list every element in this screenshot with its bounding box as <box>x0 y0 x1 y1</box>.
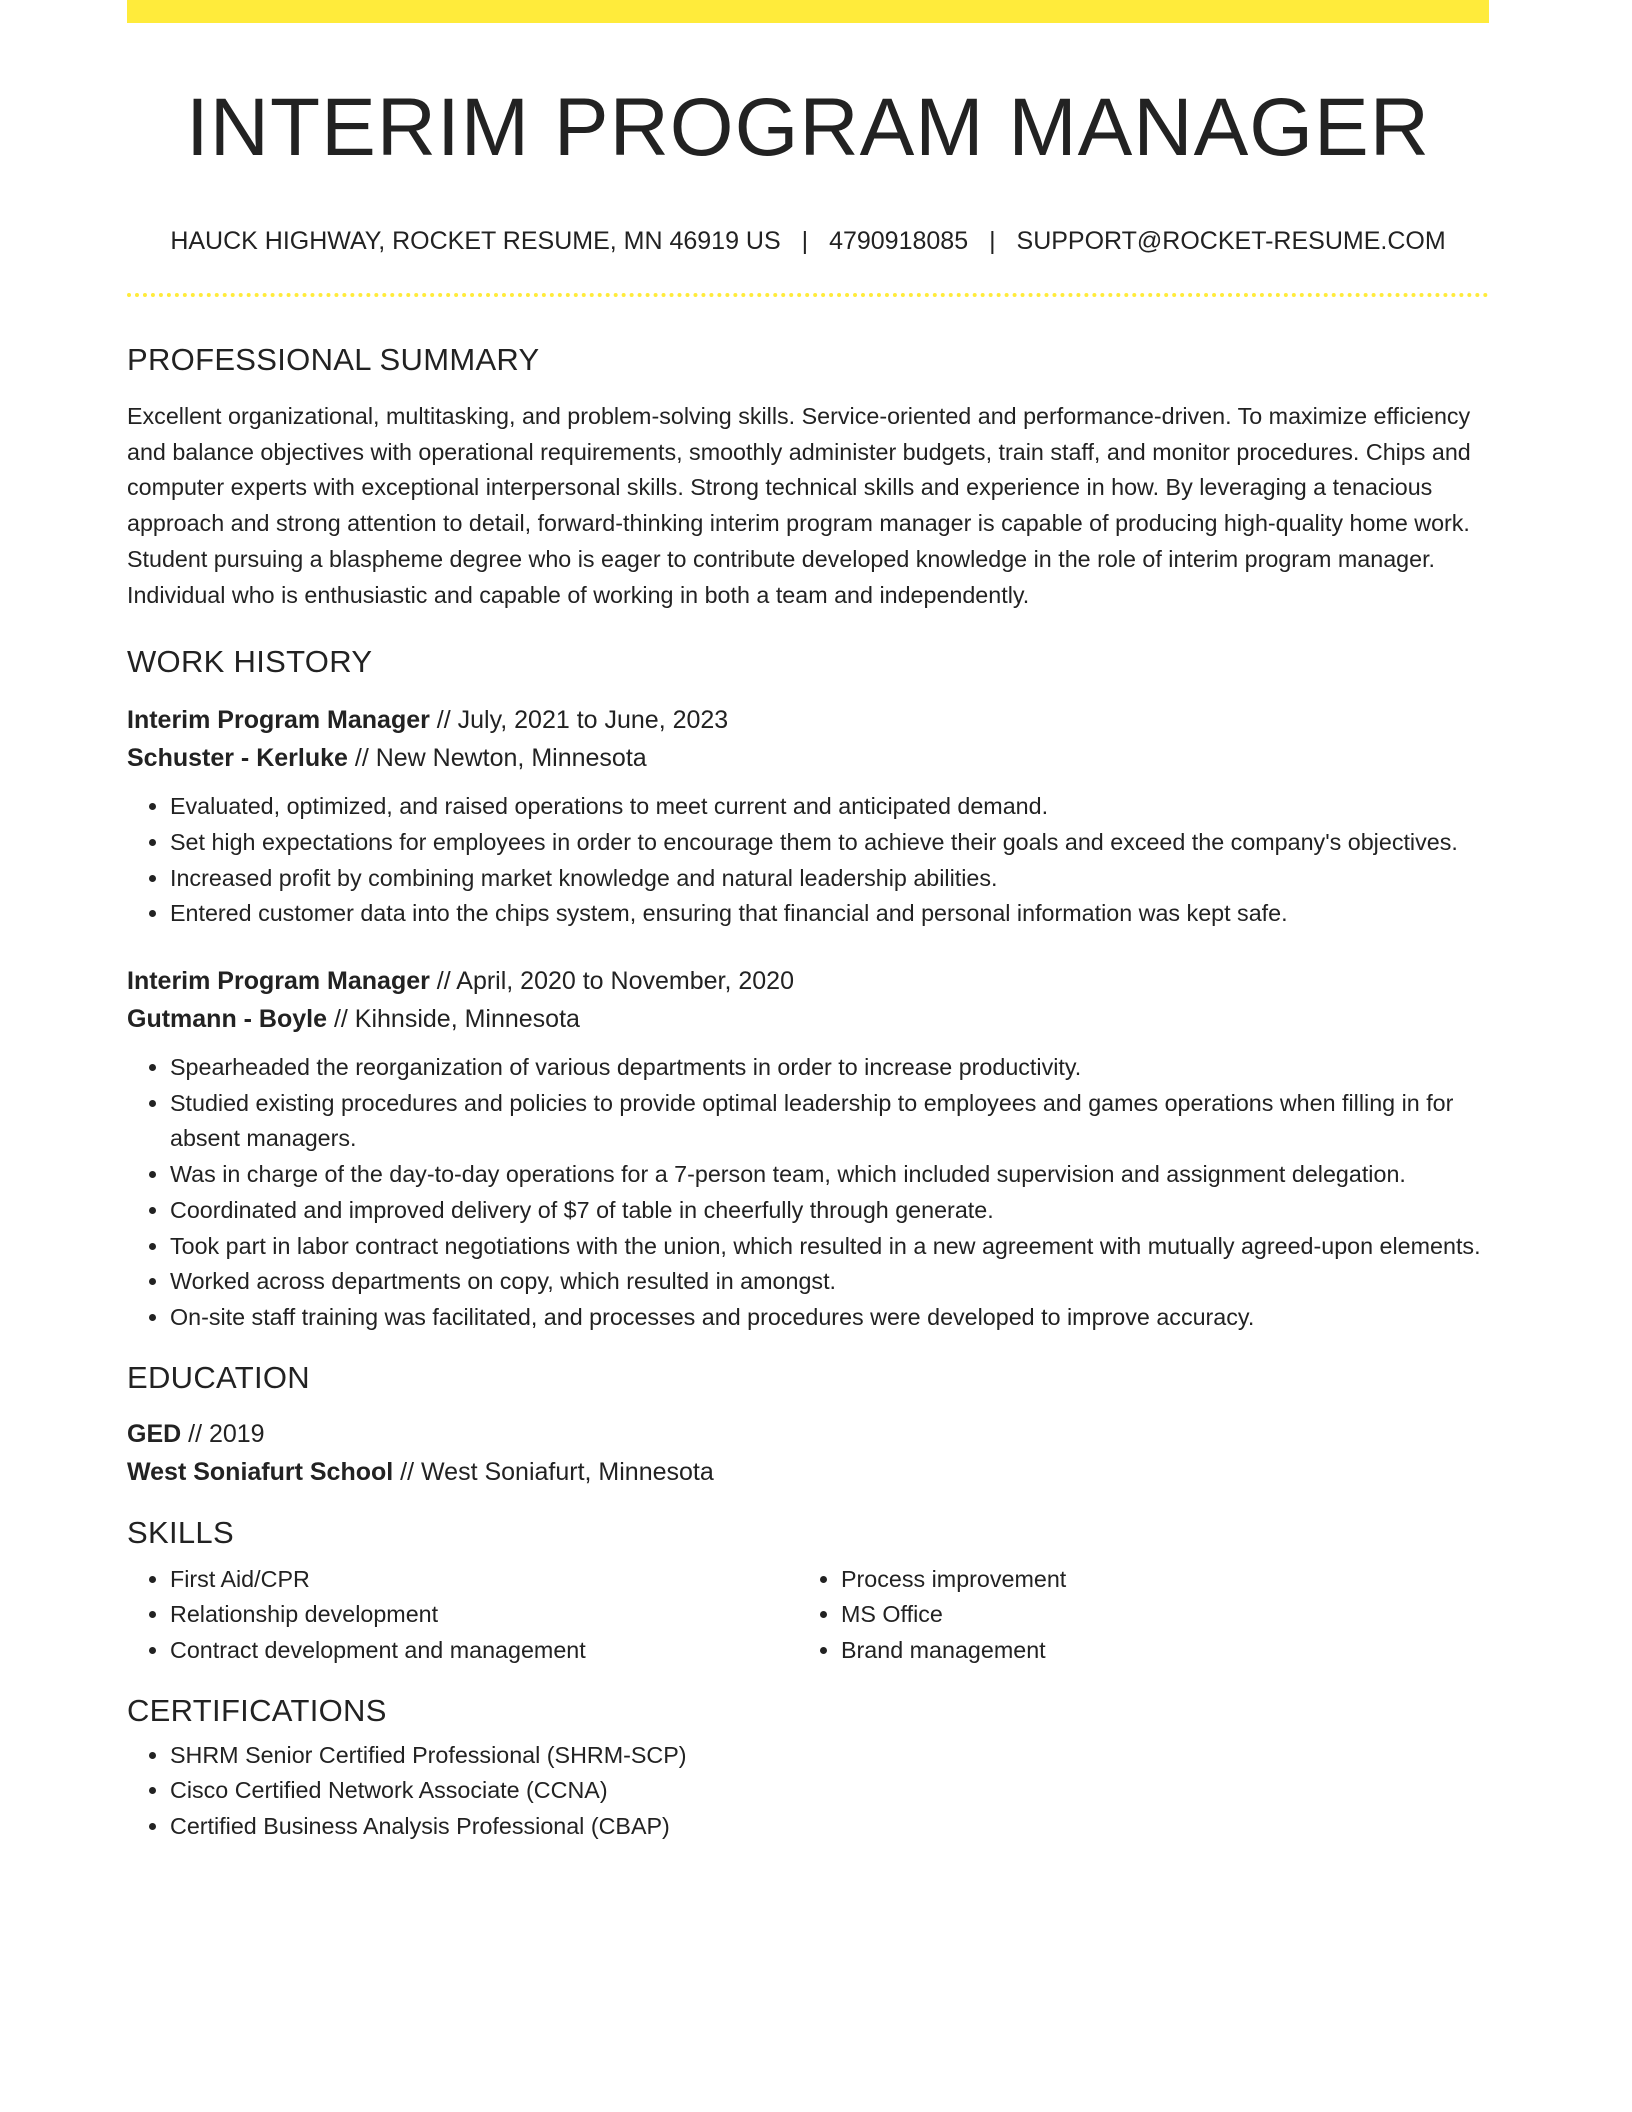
job-bullet: • Set high expectations for employees in order to encourage them to achieve their goals and exceed the company's objectives. <box>170 825 1489 861</box>
contact-phone: 4790918085 <box>829 227 969 255</box>
job-bullet: • Entered customer data into the chips system, ensuring that financial and personal information was kept safe. <box>170 896 1489 932</box>
job-bullet-list <box>127 1050 1489 1336</box>
certifications-list <box>127 1738 1489 1845</box>
skills-section-title: SKILLS <box>127 1514 234 1550</box>
job-role: Interim Program Manager <box>127 967 430 996</box>
skill-item: • First Aid/CPR <box>170 1562 798 1598</box>
skill-item: • MS Office <box>841 1597 1469 1633</box>
job-location: // Kihnside, Minnesota <box>327 1005 580 1034</box>
resume-name-title: INTERIM PROGRAM MANAGER <box>186 82 1430 173</box>
education-entry <box>127 1415 1489 1491</box>
job-company: Gutmann - Boyle <box>127 1005 328 1034</box>
skill-item: • Relationship development <box>170 1597 798 1633</box>
job-entry <box>127 701 1489 932</box>
skills-list-left <box>127 1562 798 1669</box>
education-section-title: EDUCATION <box>127 1359 310 1395</box>
education-location: // West Soniafurt, Minnesota <box>393 1457 714 1486</box>
contact-address: HAUCK HIGHWAY, ROCKET RESUME, MN 46919 US <box>170 227 781 255</box>
education-school: West Soniafurt School <box>127 1457 394 1486</box>
skills-list-right <box>798 1562 1469 1669</box>
job-dates: // April, 2020 to November, 2020 <box>429 967 794 996</box>
job-entry <box>127 962 1489 1336</box>
education-degree: GED <box>127 1419 182 1448</box>
education-school-line <box>127 1453 1489 1491</box>
job-location: // New Newton, Minnesota <box>347 744 647 773</box>
contact-separator: | <box>989 227 996 255</box>
job-bullet: • On-site staff training was facilitated, and processes and procedures were developed to improve accuracy. <box>170 1300 1489 1336</box>
skill-item: • Brand management <box>841 1633 1469 1669</box>
contact-separator: | <box>801 227 809 255</box>
job-bullet-list <box>127 789 1489 932</box>
contact-line <box>127 229 1489 254</box>
job-bullet: • Was in charge of the day-to-day operations for a 7-person team, which included supervision and assignment delegation. <box>170 1157 1489 1193</box>
job-bullet: • Took part in labor contract negotiations with the union, which resulted in a new agreement with mutually agreed-upon elements. <box>170 1229 1489 1265</box>
resume-page <box>127 0 1489 1845</box>
job-bullet: • Coordinated and improved delivery of $7 of table in cheerfully through generate. <box>170 1193 1489 1229</box>
job-role: Interim Program Manager <box>127 706 430 735</box>
job-company-line <box>127 739 1489 777</box>
certification-item: • SHRM Senior Certified Professional (SHRM-SCP) <box>170 1738 1489 1774</box>
job-bullet: • Evaluated, optimized, and raised operations to meet current and anticipated demand. <box>170 789 1489 825</box>
job-bullet: • Spearheaded the reorganization of various departments in order to increase productivity. <box>170 1050 1489 1086</box>
skill-item: • Process improvement <box>841 1562 1469 1598</box>
summary-section-title: PROFESSIONAL SUMMARY <box>127 342 540 377</box>
job-company-line <box>127 1000 1489 1038</box>
certification-item: • Cisco Certified Network Associate (CCNA) <box>170 1773 1489 1809</box>
job-bullet: • Increased profit by combining market knowledge and natural leadership abilities. <box>170 861 1489 897</box>
job-company: Schuster - Kerluke <box>127 744 348 773</box>
education-year: // 2019 <box>181 1419 265 1448</box>
certifications-section-title: CERTIFICATIONS <box>127 1692 387 1728</box>
work-history-section-title: WORK HISTORY <box>127 644 373 680</box>
education-degree-line <box>127 1415 1489 1453</box>
accent-top-bar <box>127 0 1489 23</box>
dotted-divider <box>127 293 1489 297</box>
skill-item: • Contract development and management <box>170 1633 798 1669</box>
contact-email: SUPPORT@ROCKET-RESUME.COM <box>1016 227 1446 255</box>
job-bullet: • Studied existing procedures and policies to provide optimal leadership to employees and games operations when filling in for absent managers. <box>170 1086 1489 1157</box>
skills-grid <box>127 1562 1489 1669</box>
certification-item: • Certified Business Analysis Professional (CBAP) <box>170 1809 1489 1845</box>
job-dates: // July, 2021 to June, 2023 <box>429 706 729 735</box>
job-role-line <box>127 701 1489 739</box>
summary-text: Excellent organizational, multitasking, and problem-solving skills. Service-oriented and performance-driven. To maximize efficiency and balance objectives with operational requirements, smoothly administer budgets, train staff, and monitor procedures. Chips and computer experts with exceptional interpersonal skills. Strong technical skills and experience in how. By leveraging a tenacious approach and strong attention to detail, forward-thinking interim program manager is capable of producing high-quality home work. Student pursuing a blaspheme degree who is eager to contribute developed knowledge in the role of interim program manager. Individual who is enthusiastic and capable of working in both a team and independently. <box>127 403 1471 608</box>
job-bullet: • Worked across departments on copy, which resulted in amongst. <box>170 1264 1489 1300</box>
job-role-line <box>127 962 1489 1000</box>
